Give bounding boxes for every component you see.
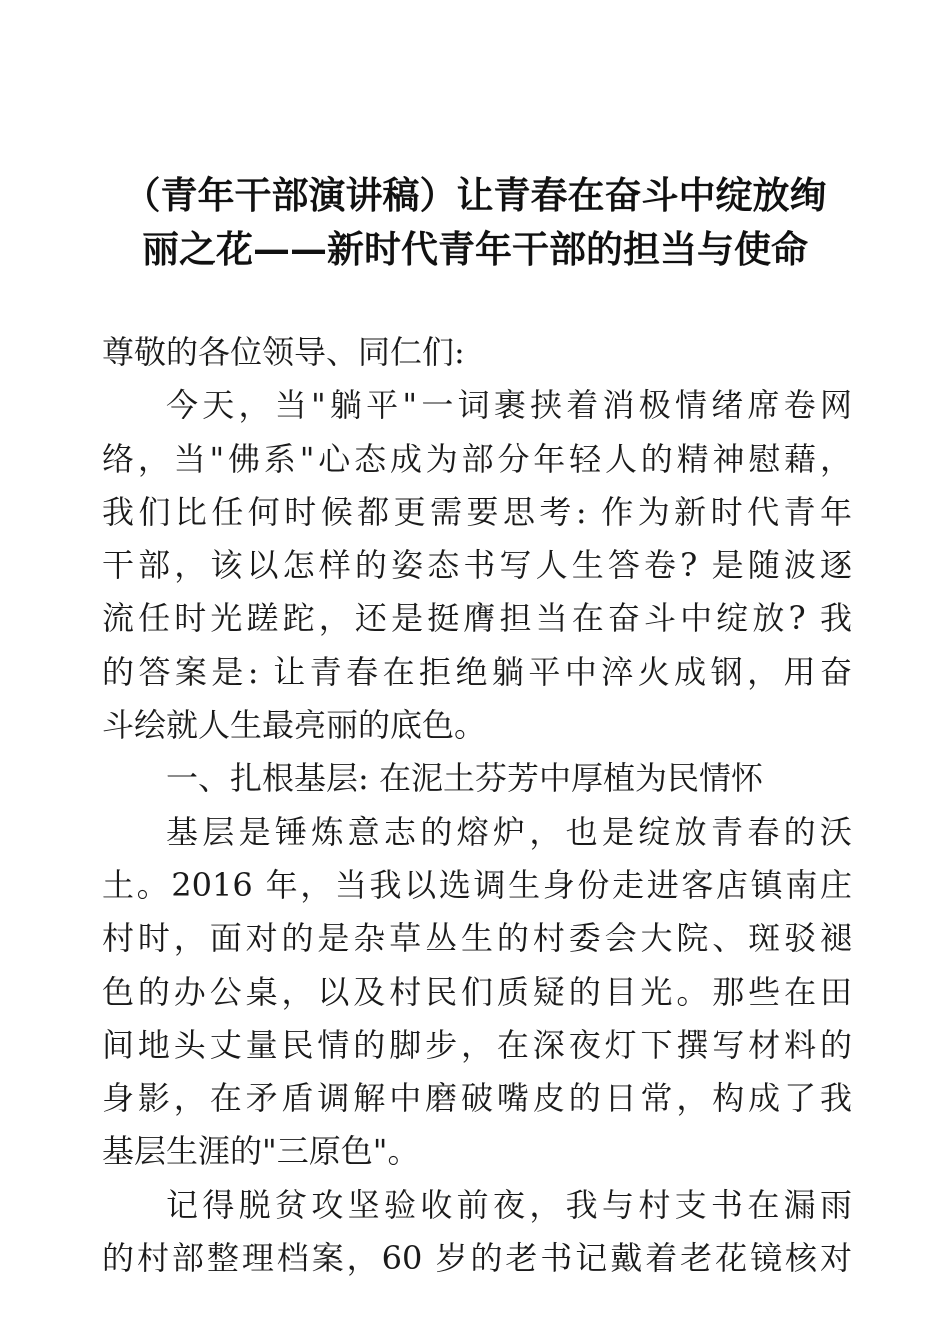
paragraph-line: 斗绘就人生最亮丽的底色。 <box>102 706 487 745</box>
paragraph-line: 基层是锤炼意志的熔炉，也是绽放青春的沃 <box>166 812 852 851</box>
paragraph-line: 我们比任何时候都更需要思考: 作为新时代青年 <box>102 492 852 531</box>
paragraph-line: 身影，在矛盾调解中磨破嘴皮的日常，构成了我 <box>102 1079 852 1118</box>
paragraph-line: 流任时光蹉跎，还是挺膺担当在奋斗中绽放? 我 <box>102 599 852 638</box>
salutation: 尊敬的各位领导、同仁们: <box>102 333 465 371</box>
paragraph-line: 村时，面对的是杂草丛生的村委会大院、斑驳褪 <box>102 919 852 958</box>
section-heading: 一、扎根基层: 在泥土芬芳中厚植为民情怀 <box>166 759 763 798</box>
paragraph-line: 记得脱贫攻坚验收前夜，我与村支书在漏雨 <box>166 1185 852 1224</box>
paragraph-line: 的村部整理档案，60 岁的老书记戴着老花镜核对 <box>102 1239 852 1278</box>
document-title <box>100 168 850 276</box>
title-line-2: 丽之花——新时代青年干部的担当与使命 <box>142 227 808 271</box>
paragraph-line: 络，当"佛系"心态成为部分年轻人的精神慰藉， <box>102 439 852 478</box>
paragraph-line: 干部，该以怎样的姿态书写人生答卷? 是随波逐 <box>102 546 852 585</box>
paragraph-line: 今天，当"躺平"一词裹挟着消极情绪席卷网 <box>166 386 852 425</box>
document-body <box>102 326 852 1285</box>
title-line-1: （青年干部演讲稿）让青春在奋斗中绽放绚 <box>123 173 827 217</box>
paragraph-line: 土。2016 年，当我以选调生身份走进客店镇南庄 <box>102 865 852 904</box>
paragraph-line: 的答案是: 让青春在拒绝躺平中淬火成钢，用奋 <box>102 652 852 691</box>
paragraph-line: 间地头丈量民情的脚步，在深夜灯下撰写材料的 <box>102 1025 852 1064</box>
paragraph-line: 色的办公桌，以及村民们质疑的目光。那些在田 <box>102 972 852 1011</box>
paragraph-line: 基层生涯的"三原色"。 <box>102 1132 420 1171</box>
